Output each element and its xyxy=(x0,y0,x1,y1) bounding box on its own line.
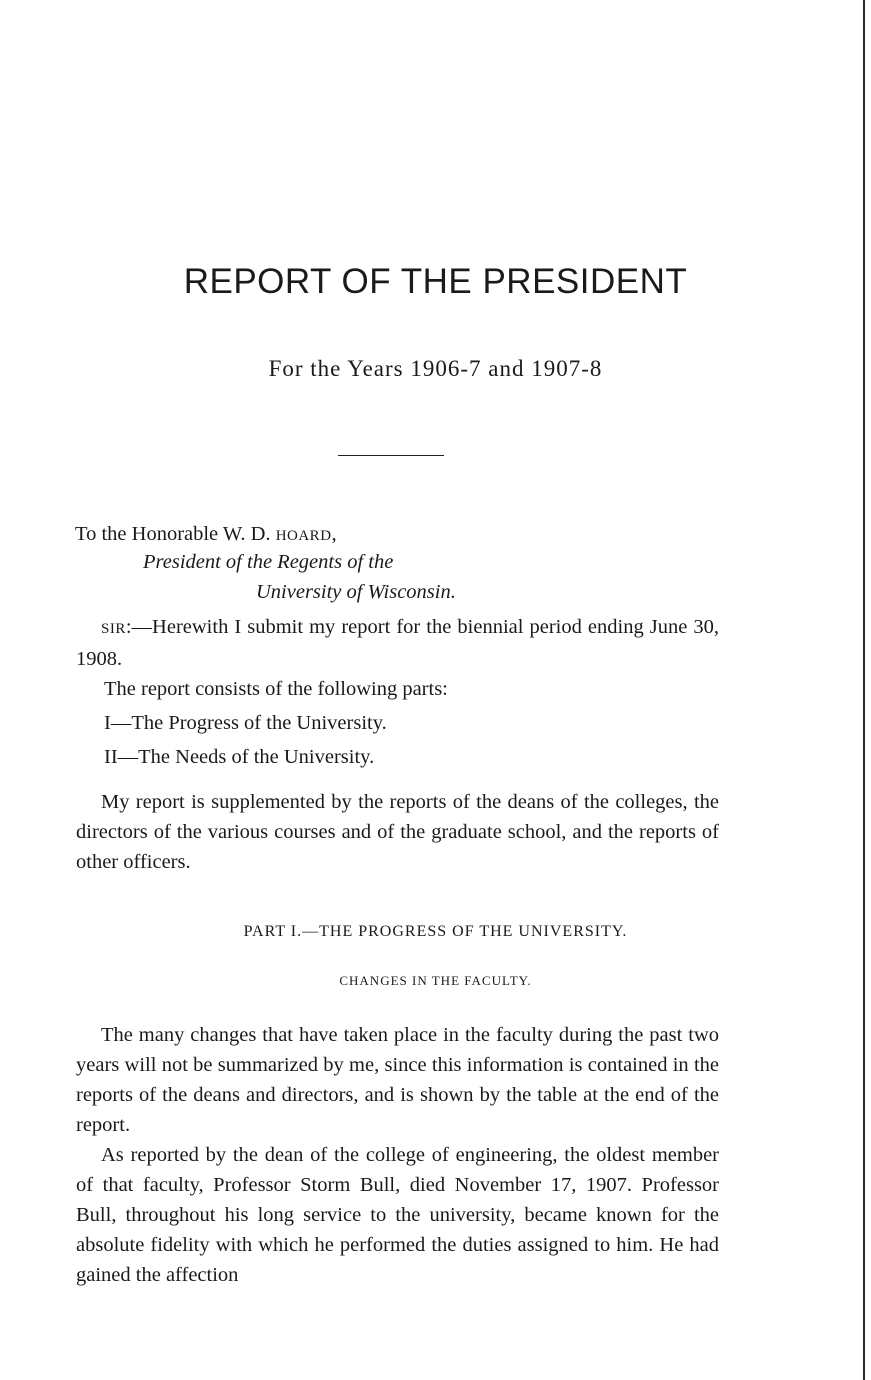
part-item-2: II—The Needs of the University. xyxy=(104,746,375,768)
intro-paragraph xyxy=(76,612,719,674)
addressee-comma: , xyxy=(331,523,337,545)
body-paragraph-1 xyxy=(76,1020,719,1140)
title-rule xyxy=(338,455,444,456)
part-heading: PART I.—THE PROGRESS OF THE UNIVERSITY. xyxy=(243,923,628,940)
supplement-text: My report is supplemented by the reports of the deans of the colleges, the directors of the various courses and of the graduate school, and the reports of other officers. xyxy=(76,791,719,873)
addressee-line xyxy=(75,523,337,546)
page-edge xyxy=(863,0,865,1380)
intro-text: :—Herewith I submit my report for the biennial period ending June 30, 1908. xyxy=(76,616,719,670)
addressee-name: HOARD xyxy=(275,528,332,544)
parts-intro: The report consists of the following parts: xyxy=(104,678,448,700)
report-years: For the Years 1906-7 and 1907-8 xyxy=(268,356,603,381)
body-paragraph-1-text: The many changes that have taken place in the faculty during the past two years will not be summarized by me, since this information is contained in the reports of the deans and directors, and is shown by the table at the end of the report. xyxy=(76,1024,719,1136)
supplement-paragraph xyxy=(76,787,719,877)
addressee-prefix: To the Honorable W. D. xyxy=(75,523,271,545)
addressee-institution: University of Wisconsin. xyxy=(256,581,456,603)
body-paragraph-2-text: As reported by the dean of the college of engineering, the oldest member of that faculty, Professor Storm Bull, died November 17, 1907. Professor Bull, throughout his long service to the university, became known for the absolute fidelity with which he performed the duties assigned to him. He had gained the affection xyxy=(76,1144,719,1286)
body-paragraph-2 xyxy=(76,1140,719,1290)
addressee-title: President of the Regents of the xyxy=(143,551,394,573)
sir-salutation: SIR xyxy=(101,621,126,637)
page-title: REPORT OF THE PRESIDENT xyxy=(183,262,688,301)
part-item-1: I—The Progress of the University. xyxy=(104,712,387,734)
section-heading: CHANGES IN THE FACULTY. xyxy=(339,973,532,988)
